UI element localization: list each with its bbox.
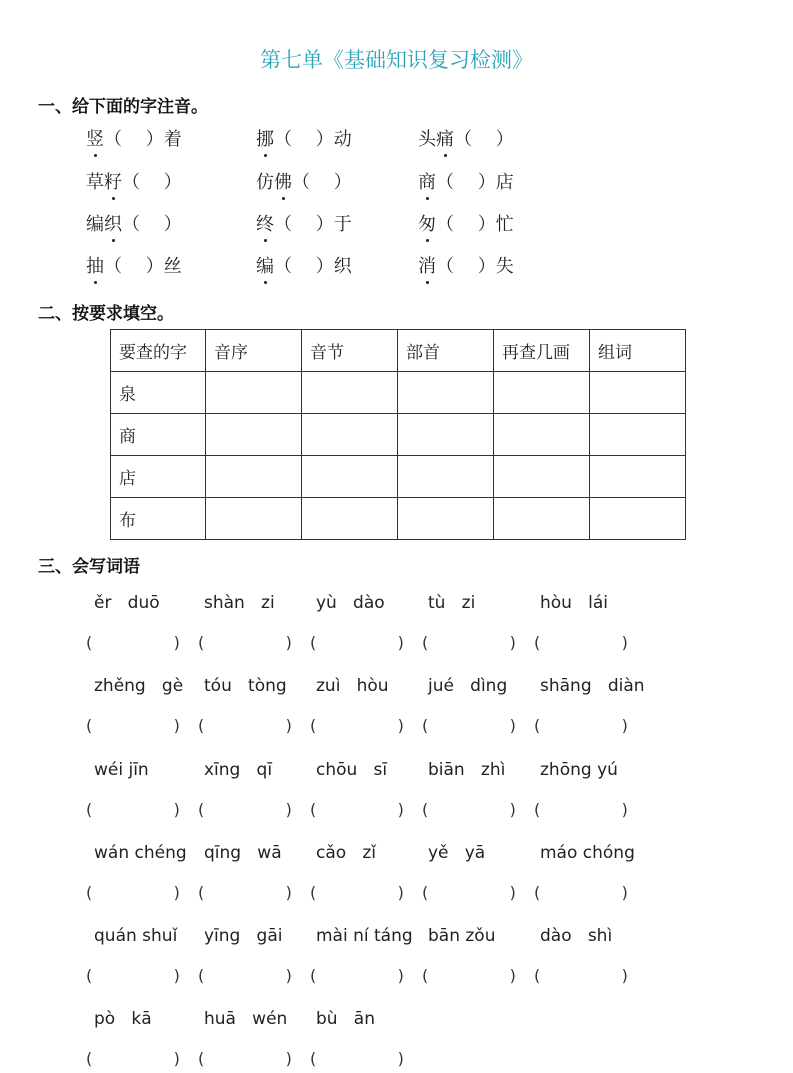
table-row [111,372,686,414]
table-header-cell: 再查几画 [494,330,590,372]
word-answer-blank[interactable]: ( ) [86,966,180,985]
pinyin-label: tù zi [428,593,476,613]
section1-heading: 一、给下面的字注音。 [38,97,208,117]
pinyin-label: huā wén [204,1009,288,1029]
table-header-row [111,330,686,372]
pinyin-label: xīng qī [204,760,273,780]
pinyin-label: wán chéng [94,843,187,863]
answer-cell[interactable] [302,456,398,498]
word-answer-blank[interactable]: ( ) [422,716,516,735]
phonetic-item: 草籽（ ） [86,168,182,194]
answer-cell[interactable] [494,414,590,456]
answer-cell[interactable] [494,498,590,540]
dotted-character: 匆 [418,210,436,236]
answer-cell[interactable] [494,456,590,498]
pinyin-label: jué dìng [428,676,508,696]
answer-blank: （ ）于 [274,214,352,235]
word-answer-blank[interactable]: ( ) [198,633,292,652]
word-answer-blank[interactable]: ( ) [198,716,292,735]
answer-blank: （ ） [122,172,182,193]
pinyin-label: pò kā [94,1009,152,1029]
word-answer-blank[interactable]: ( ) [86,716,180,735]
table-row-character: 店 [111,456,206,498]
phonetic-item: 编织（ ） [86,210,182,236]
pinyin-label: zhěng gè [94,676,184,696]
phonetic-item: 仿佛（ ） [256,168,352,194]
dotted-character: 痛 [436,125,454,151]
answer-blank: （ ）店 [436,172,514,193]
pinyin-label: yù dào [316,593,385,613]
pinyin-label: yīng gāi [204,926,283,946]
phonetic-item: 头痛（ ） [418,125,514,151]
word-answer-blank[interactable]: ( ) [534,633,628,652]
word-answer-blank[interactable]: ( ) [198,800,292,819]
answer-cell[interactable] [590,498,686,540]
pinyin-label: biān zhì [428,760,506,780]
word-answer-blank[interactable]: ( ) [86,1049,180,1068]
phonetic-item [418,210,514,236]
dotted-character: 终 [256,210,274,236]
answer-cell[interactable] [398,498,494,540]
answer-blank: （ ） [292,172,352,193]
pinyin-label: cǎo zǐ [316,843,377,863]
answer-blank: （ ）织 [274,256,352,277]
answer-cell[interactable] [206,372,302,414]
answer-cell[interactable] [302,498,398,540]
pinyin-label: yě yā [428,843,486,863]
word-answer-blank[interactable]: ( ) [534,966,628,985]
word-answer-blank[interactable]: ( ) [198,1049,292,1068]
dotted-character: 织 [104,210,122,236]
word-answer-blank[interactable]: ( ) [310,633,404,652]
phonetic-item [256,210,352,236]
word-answer-blank[interactable]: ( ) [534,716,628,735]
table-header-cell: 部首 [398,330,494,372]
answer-cell[interactable] [590,372,686,414]
answer-blank: （ ）忙 [436,214,514,235]
word-answer-blank[interactable]: ( ) [310,1049,404,1068]
phonetic-item [256,252,352,278]
phonetic-item [256,125,352,151]
answer-cell[interactable] [398,456,494,498]
word-answer-blank[interactable]: ( ) [86,633,180,652]
page-title: 第七单《基础知识复习检测》 [260,48,533,72]
word-answer-blank[interactable]: ( ) [198,966,292,985]
dotted-character: 商 [418,168,436,194]
answer-cell[interactable] [206,456,302,498]
table-header-cell: 音节 [302,330,398,372]
word-answer-blank[interactable]: ( ) [310,966,404,985]
answer-cell[interactable] [398,414,494,456]
answer-cell[interactable] [398,372,494,414]
word-answer-blank[interactable]: ( ) [310,716,404,735]
dotted-character: 挪 [256,125,274,151]
word-answer-blank[interactable]: ( ) [422,966,516,985]
table-row [111,456,686,498]
answer-blank: （ ） [122,214,182,235]
pinyin-label: tóu tòng [204,676,287,696]
answer-cell[interactable] [590,414,686,456]
answer-cell[interactable] [206,414,302,456]
dotted-character: 消 [418,252,436,278]
dotted-character: 佛 [274,168,292,194]
answer-cell[interactable] [206,498,302,540]
pinyin-label: shāng diàn [540,676,645,696]
pinyin-label: shàn zi [204,593,275,613]
table-header-cell: 组词 [590,330,686,372]
word-answer-blank[interactable]: ( ) [422,883,516,902]
word-answer-blank[interactable]: ( ) [534,883,628,902]
pinyin-label: bù ān [316,1009,375,1029]
pinyin-label: quán shuǐ [94,926,178,946]
table-row-character: 布 [111,498,206,540]
pinyin-label: bān zǒu [428,926,496,946]
phonetic-item [418,252,514,278]
table-header-cell: 要查的字 [111,330,206,372]
word-answer-blank[interactable]: ( ) [86,800,180,819]
phonetic-item [86,125,182,151]
section2-heading: 二、按要求填空。 [38,304,174,324]
answer-blank: （ ） [454,129,514,150]
answer-cell[interactable] [494,372,590,414]
word-answer-blank[interactable]: ( ) [422,800,516,819]
pinyin-label: qīng wā [204,843,282,863]
pinyin-label: ěr duō [94,593,160,613]
word-answer-blank[interactable]: ( ) [534,800,628,819]
fill-table [110,329,686,540]
table-row-character: 商 [111,414,206,456]
answer-cell[interactable] [302,372,398,414]
pinyin-label: mài ní táng [316,926,413,946]
table-row-character: 泉 [111,372,206,414]
phonetic-item [86,252,182,278]
answer-cell[interactable] [302,414,398,456]
word-answer-blank[interactable]: ( ) [86,883,180,902]
table-row [111,498,686,540]
dotted-character: 抽 [86,252,104,278]
section3-heading: 三、会写词语 [38,557,140,577]
table-header-cell: 音序 [206,330,302,372]
dotted-character: 竖 [86,125,104,151]
table-row [111,414,686,456]
pinyin-label: chōu sī [316,760,388,780]
answer-blank: （ ）失 [436,256,514,277]
word-answer-blank[interactable]: ( ) [310,800,404,819]
answer-blank: （ ）丝 [104,256,182,277]
word-answer-blank[interactable]: ( ) [198,883,292,902]
word-answer-blank[interactable]: ( ) [310,883,404,902]
pinyin-label: hòu lái [540,593,609,613]
dotted-character: 籽 [104,168,122,194]
phonetic-item [418,168,514,194]
pinyin-label: dào shì [540,926,613,946]
pinyin-label: zhōng yú [540,760,618,780]
word-answer-blank[interactable]: ( ) [422,633,516,652]
dotted-character: 编 [256,252,274,278]
pinyin-label: máo chóng [540,843,635,863]
answer-blank: （ ）着 [104,129,182,150]
answer-blank: （ ）动 [274,129,352,150]
answer-cell[interactable] [590,456,686,498]
pinyin-label: wéi jīn [94,760,149,780]
pinyin-label: zuì hòu [316,676,389,696]
